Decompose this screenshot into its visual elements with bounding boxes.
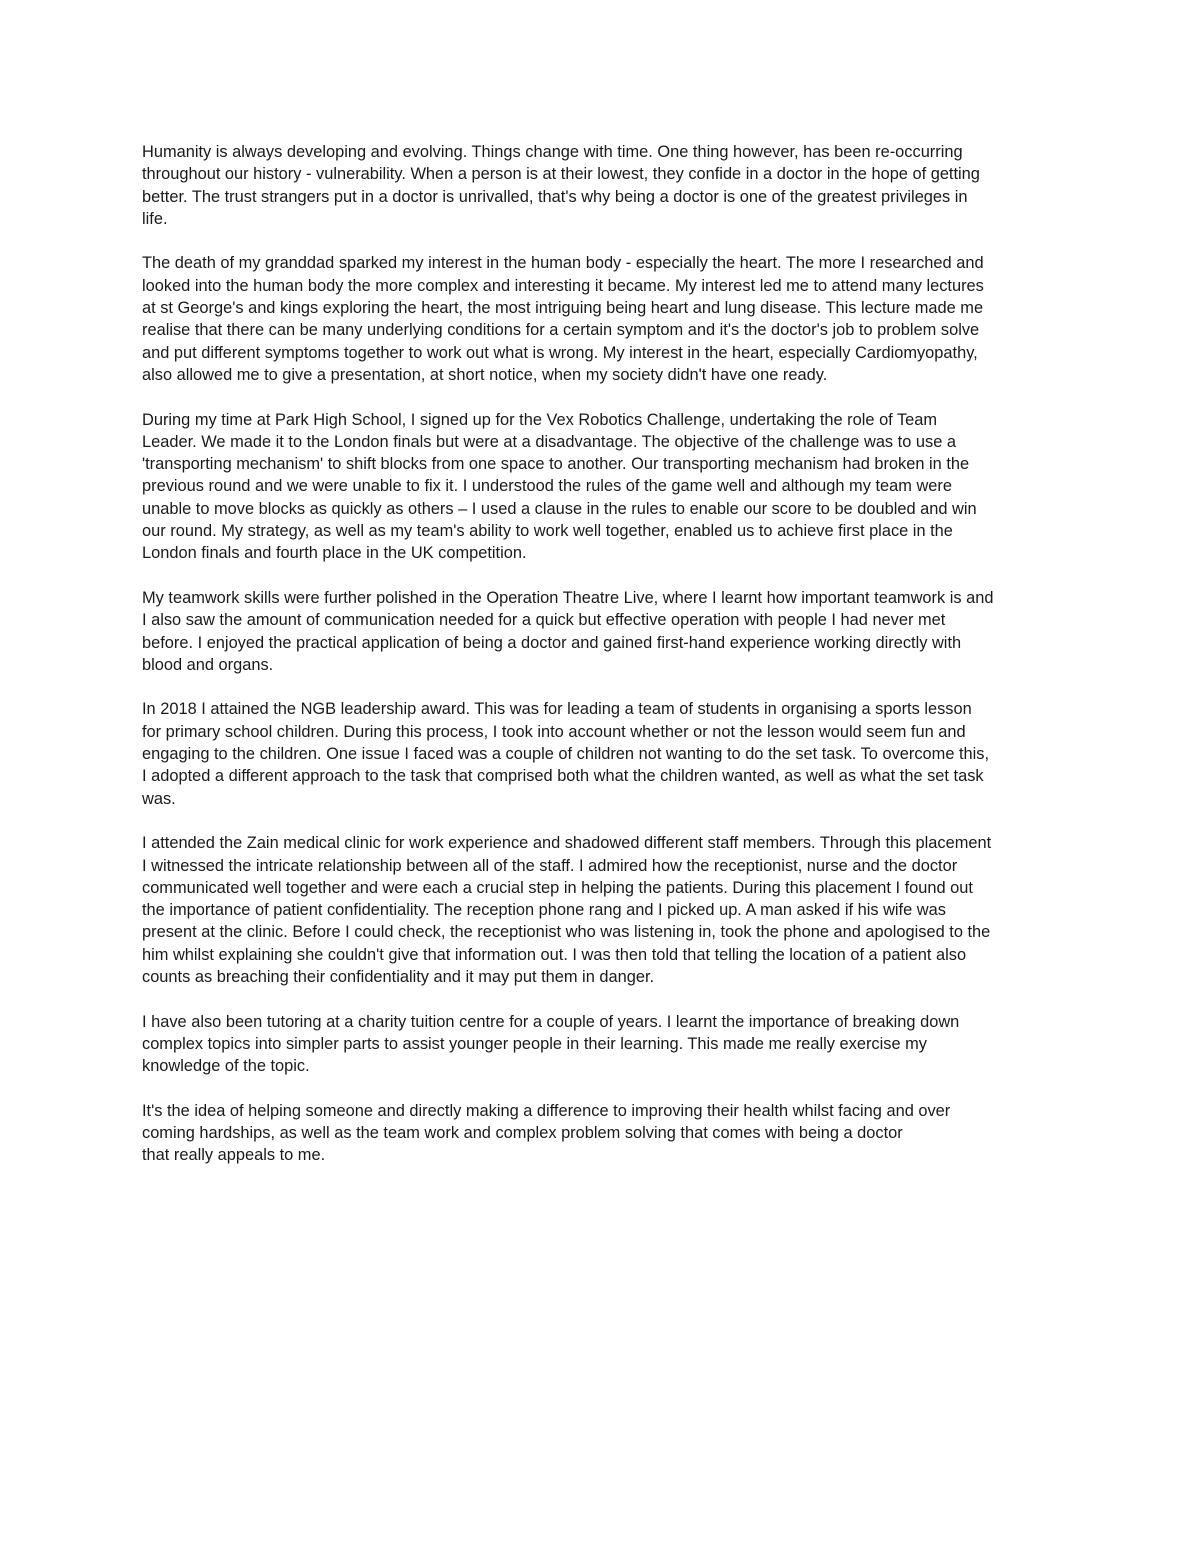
text-line: Leader. We made it to the London finals but were at a disadvantage. The objective of the challenge was to use a	[142, 432, 957, 451]
text-line: better. The trust strangers put in a doctor is unrivalled, that's why being a doctor is one of the greatest privileges in	[142, 187, 968, 206]
text-line: The death of my granddad sparked my interest in the human body - especially the heart. The more I researched and	[142, 254, 984, 273]
text-line: I attended the Zain medical clinic for work experience and shadowed different staff members. Through this placement	[142, 834, 992, 853]
text-line: counts as breaching their confidentiality and it may put them in danger.	[142, 967, 655, 986]
document-body	[142, 141, 1067, 1189]
text-line: coming hardships, as well as the team work and complex problem solving that comes with being a doctor	[142, 1124, 903, 1143]
text-line: before. I enjoyed the practical application of being a doctor and gained first-hand experience working directly with	[142, 633, 962, 652]
text-line: 'transporting mechanism' to shift blocks from one space to another. Our transporting mechanism had broken in the	[142, 455, 970, 474]
paragraph-teamwork	[142, 587, 1067, 676]
text-line: Humanity is always developing and evolving. Things change with time. One thing however, has been re-occurring	[142, 143, 963, 161]
text-line: him whilst explaining she couldn't give that information out. I was then told that telling the location of a patient also	[142, 945, 967, 964]
text-line: was.	[142, 789, 176, 808]
text-line: our round. My strategy, as well as my team's ability to work well together, enabled us to achieve first place in the	[142, 522, 953, 541]
paragraph-interest-heart	[142, 252, 1067, 386]
text-line: the importance of patient confidentiality. The reception phone rang and I picked up. A man asked if his wife was	[142, 901, 946, 920]
text-line: I adopted a different approach to the task that comprised both what the children wanted, as well as what the set task	[142, 767, 984, 786]
paragraph-work-experience	[142, 832, 1067, 988]
text-line: I witnessed the intricate relationship between all of the staff. I admired how the receptionist, nurse and the doctor	[142, 856, 958, 875]
text-line: knowledge of the topic.	[142, 1057, 310, 1076]
text-line: It's the idea of helping someone and directly making a difference to improving their health whilst facing and over	[142, 1101, 951, 1120]
text-line: also allowed me to give a presentation, at short notice, when my society didn't have one ready.	[142, 365, 828, 384]
text-line: London finals and fourth place in the UK competition.	[142, 544, 527, 563]
text-line: blood and organs.	[142, 655, 274, 674]
text-line: communicated well together and were each a crucial step in helping the patients. During this placement I found out	[142, 878, 973, 897]
text-line: I have also been tutoring at a charity tuition centre for a couple of years. I learnt the importance of breaking down	[142, 1012, 960, 1031]
paragraph-leadership	[142, 698, 1067, 809]
text-line: realise that there can be many underlying conditions for a certain symptom and it's the doctor's job to problem solve	[142, 321, 980, 340]
text-line: engaging to the children. One issue I faced was a couple of children not wanting to do the set task. To overcome this,	[142, 745, 990, 764]
text-line: previous round and we were unable to fix it. I understood the rules of the game well and although my team were	[142, 477, 952, 496]
text-line: During my time at Park High School, I signed up for the Vex Robotics Challenge, undertaking the role of Team	[142, 410, 938, 429]
text-line: unable to move blocks as quickly as others – I used a clause in the rules to enable our score to be doubled and win	[142, 499, 977, 518]
text-line: present at the clinic. Before I could check, the receptionist who was listening in, took the phone and apologised to the	[142, 923, 991, 942]
paragraph-robotics	[142, 409, 1067, 565]
text-line: looked into the human body the more complex and interesting it became. My interest led me to attend many lectures	[142, 276, 984, 295]
paragraph-conclusion	[142, 1100, 1067, 1167]
text-line: In 2018 I attained the NGB leadership award. This was for leading a team of students in organising a sports lesson	[142, 700, 972, 719]
text-line: My teamwork skills were further polished in the Operation Theatre Live, where I learnt how important teamwork is and	[142, 588, 994, 607]
paragraph-tutoring	[142, 1011, 1067, 1078]
text-line: life.	[142, 209, 168, 228]
paragraph-intro	[142, 141, 1067, 230]
text-line: I also saw the amount of communication needed for a quick but effective operation with people I had never met	[142, 611, 946, 630]
text-line: and put different symptoms together to work out what is wrong. My interest in the heart, especially Cardiomyopathy,	[142, 343, 978, 362]
text-line: that really appeals to me.	[142, 1146, 326, 1165]
text-line: for primary school children. During this process, I took into account whether or not the lesson would seem fun and	[142, 722, 966, 741]
text-line: complex topics into simpler parts to assist younger people in their learning. This made me really exercise my	[142, 1034, 927, 1053]
text-line: throughout our history - vulnerability. When a person is at their lowest, they confide in a doctor in the hope of getting	[142, 165, 980, 184]
text-line: at st George's and kings exploring the heart, the most intriguing being heart and lung disease. This lecture made me	[142, 299, 984, 318]
